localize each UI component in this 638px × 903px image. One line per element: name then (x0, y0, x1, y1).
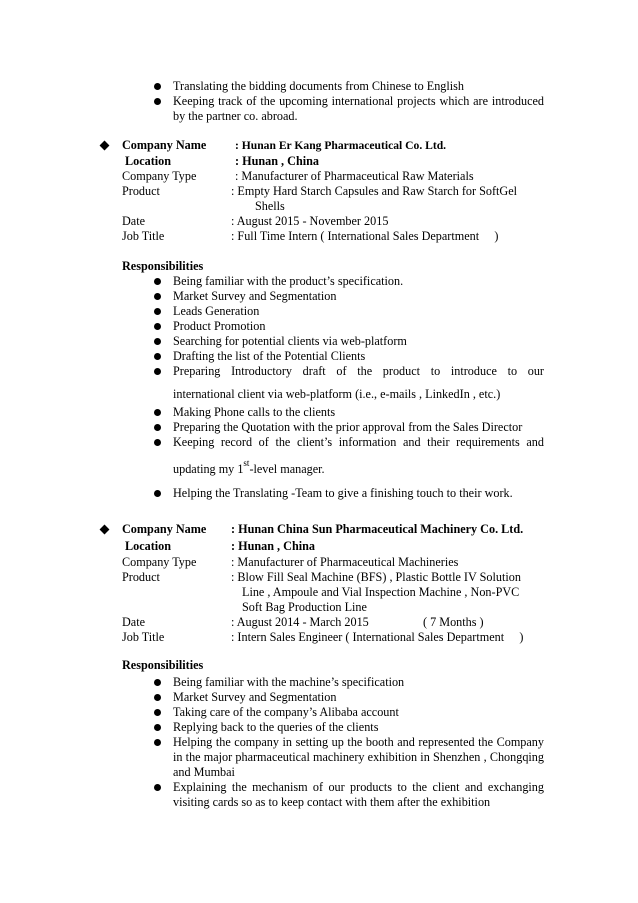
bullet-icon (154, 293, 161, 300)
bullet-icon (154, 323, 161, 330)
bullet-icon (154, 679, 161, 686)
company-1-details (97, 138, 545, 244)
company-1-responsibilities (152, 274, 544, 501)
list-item: Making Phone calls to the clients (152, 405, 544, 420)
diamond-bullet-icon (99, 140, 110, 151)
product-row-continued: Line , Ampoule and Vial Inspection Machine , Non-PVC (242, 585, 520, 599)
bullet-icon (154, 709, 161, 716)
product-row-continued: Shells (255, 199, 285, 213)
previous-job-bullets (152, 79, 544, 124)
bullet-icon (154, 439, 161, 446)
company-2-details (97, 522, 545, 645)
bullet-icon (154, 98, 161, 105)
bullet-icon (154, 368, 161, 375)
list-item: Market Survey and Segmentation (152, 289, 544, 304)
company-type-row: Company Type : Manufacturer of Pharmaceutical Raw Materials (122, 169, 474, 183)
bullet-icon (154, 278, 161, 285)
list-item: Product Promotion (152, 319, 544, 334)
product-row: Product : Blow Fill Seal Machine (BFS) , Plastic Bottle IV Solution (122, 570, 521, 584)
list-item: Keeping record of the client’s information and their requirements and updating my 1st-level manager. (152, 435, 544, 477)
list-item: Preparing Introductory draft of the product to introduce to our international client via web-platform (i.e., e-mails , LinkedIn , etc.) (152, 364, 544, 402)
list-item: Being familiar with the product’s specification. (152, 274, 544, 289)
location-row: Location : Hunan , China (125, 539, 315, 553)
list-item: Market Survey and Segmentation (152, 690, 544, 705)
diamond-bullet-icon (99, 524, 110, 535)
responsibilities-title: Responsibilities (122, 658, 204, 672)
list-item: Preparing the Quotation with the prior approval from the Sales Director (152, 420, 544, 435)
responsibilities-title: Responsibilities (122, 259, 204, 273)
bullet-icon (154, 784, 161, 791)
list-item: Being familiar with the machine’s specification (152, 675, 544, 690)
list-item: Explaining the mechanism of our products to the client and exchanging visiting cards so as to keep contact with them after the exhibition (152, 780, 544, 810)
bullet-icon (154, 353, 161, 360)
job-title-row: Job Title : Intern Sales Engineer ( International Sales Department ) (122, 630, 524, 644)
bullet-icon (154, 83, 161, 90)
date-row: Date : August 2014 - March 2015 ( 7 Months ) (122, 615, 484, 629)
list-item: Drafting the list of the Potential Clients (152, 349, 544, 364)
list-item: Replying back to the queries of the clients (152, 720, 544, 735)
list-item: Translating the bidding documents from Chinese to English (152, 79, 544, 94)
job-title-row: Job Title : Full Time Intern ( International Sales Department ) (122, 229, 499, 243)
list-item: Keeping track of the upcoming international projects which are introduced by the partner co. abroad. (152, 94, 544, 124)
company-name-row: Company Name : Hunan Er Kang Pharmaceutical Co. Ltd. (97, 138, 545, 154)
company-name-row: Company Name : Hunan China Sun Pharmaceutical Machinery Co. Ltd. (97, 522, 545, 539)
bullet-icon (154, 694, 161, 701)
list-item: Helping the company in setting up the booth and represented the Company in the major pharmaceutical machinery exhibition in Shenzhen , Chongqing and Mumbai (152, 735, 544, 780)
list-item: Searching for potential clients via web-platform (152, 334, 544, 349)
list-item: Leads Generation (152, 304, 544, 319)
bullet-icon (154, 724, 161, 731)
company-type-row: Company Type : Manufacturer of Pharmaceutical Machineries (122, 555, 459, 569)
product-row-continued: Soft Bag Production Line (242, 600, 367, 614)
list-item: Taking care of the company’s Alibaba account (152, 705, 544, 720)
list-item: Helping the Translating -Team to give a finishing touch to their work. (152, 486, 544, 501)
date-row: Date : August 2015 - November 2015 (122, 214, 389, 228)
bullet-icon (154, 338, 161, 345)
bullet-icon (154, 424, 161, 431)
location-row: Location : Hunan , China (125, 154, 319, 168)
bullet-icon (154, 409, 161, 416)
bullet-icon (154, 739, 161, 746)
bullet-icon (154, 308, 161, 315)
bullet-icon (154, 490, 161, 497)
product-row: Product : Empty Hard Starch Capsules and Raw Starch for SoftGel (122, 184, 518, 198)
company-2-responsibilities (152, 675, 544, 810)
